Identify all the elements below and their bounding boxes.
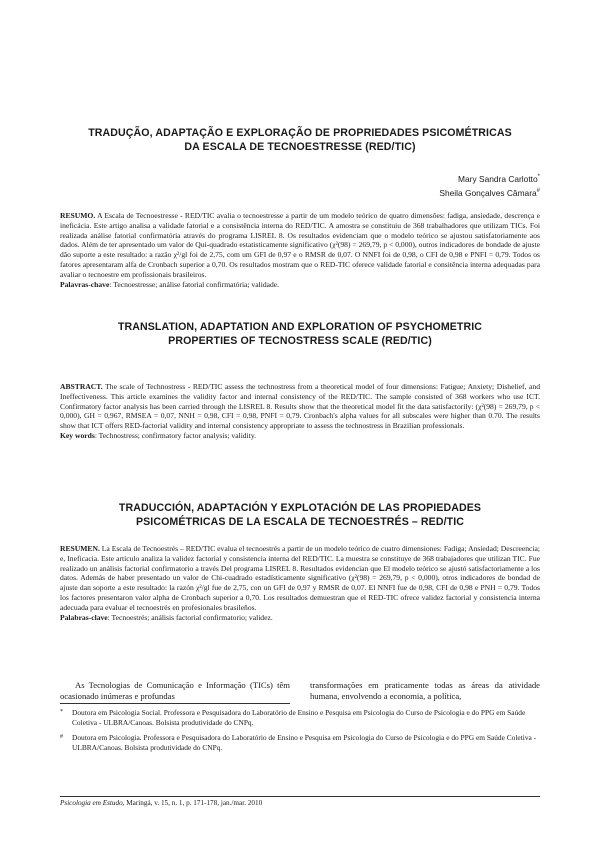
footnote-2 [60,733,540,752]
journal-name: Psicologia em Estudo [60,799,123,807]
portuguese-abstract-text: A Escala de Tecnoestresse - RED/TIC avalia o tecnoestresse a partir de um modelo teórico de quatro dimensões: fadiga, ansiedade, descrença e ineficácia. Este artigo analisa a validade fatorial e a consistência interna do RED/TIC. A amostra se constituiu de 368 trabalhadores que utilizam TICs. Foi realizada análise fatorial confirmatória através do programa LISREL 8. Os resultados evidenciam que o modelo teórico se ajustou satisfatoriamente aos dados. Além de ter apresentado um valor de Qui-quadrado estatisticamente significativo (χ²(98) = 269,79, p < 0,000), outros indicadores de bondade de ajuste dão suporte a este resultado: a razão χ²/gl foi de 2,75, com um GFI de 0,97 e o RMSR de 0,07. O NNFI foi de 0,98, o CFI de 0,98 e PNFI = 0,79. Todos os fatores apresentaram alfa de Cronbach superior a 0,70. Os resultados mostram que o RED-TIC oferece validade fatorial e consitência interna adequadas para avaliar o tecnoestre em profissionais brasileiros. [60,211,541,279]
english-abstract-label: ABSTRACT. [60,382,103,391]
portuguese-keywords: Palavras-chave: Tecnoestresse; análise fatorial confirmatória; validade. [60,279,280,289]
portuguese-abstract-label: RESUMO. [60,211,96,220]
english-abstract [60,382,540,441]
footnote-2-mark: # [60,734,63,740]
author-1: Mary Sandra Carlotto* [458,173,540,184]
english-title [60,321,540,348]
portuguese-title-line-2: DA ESCALA DE TECNOESTRESSE (RED/TIC) [184,140,416,153]
body-text [60,680,540,702]
english-abstract-text: The scale of Technostress - RED/TIC assess the technostress from a theoretical model of four dimensions: Fatigue; Anxiety; Dishelief, and Ineffectiveness. This article examines the validity factor and internal consistency of the RED/TIC. The sample consisted of 368 workers who use ICT. Confirmatory factor analysis has been carried through the LISREL 8. Results show that the theoretical model fit the data satisfactorily: (χ²(98) = 269,79, p < 0,000), GH = 0,967, RMSEA = 0,07, NNH = 0,98, CFI = 0,98, PNFI = 0,79. Cronbach's alpha values for all subscales were higher than 0.70. The results show that ICT offers RED-factorial validity and internal consistency appropriate to assess the technostress in Brazilian professionals. [60,382,541,431]
author-list [439,171,540,199]
portuguese-title [60,127,540,154]
spanish-title-line-2: PSICOMÉTRICAS DE LA ESCALA DE TECNOESTRÉS – RED/TIC [135,515,465,528]
footer-divider [60,796,540,797]
spanish-keywords: Palabras-clave: Tecnoestrés; análisis factorial confirmatorio; validez. [60,612,273,622]
author-2: Sheila Gonçalves Câmara# [439,187,540,198]
footnote-2-text: Doutora em Psicologia. Professora e Pesquisadora do Laboratório de Ensino e Pesquisa em Psicologia do Curso de Psicologia e do PPG em Saúde Coletiva - ULBRA/Canoas. Bolsista produtividade do CNPq. [72,733,537,752]
author-1-footnote-mark[interactable]: * [537,174,540,180]
spanish-title [60,502,540,529]
footnote-1 [60,708,540,727]
page-footer [60,799,262,807]
english-keywords: Key words: Technostress; confirmatory factor analysis; validity. [60,430,257,440]
author-2-footnote-mark[interactable]: # [536,187,540,194]
english-title-line-1: TRANSLATION, ADAPTATION AND EXPLORATION OF PSYCHOMETRIC [117,321,483,333]
footnote-1-text: Doutora em Psicologia Social. Professora e Pesquisadora do Laboratório de Ensino e Pesquisa em Psicologia do Curso de Psicologia e do PPG em Saúde Coletiva - ULBRA/Canoas. Bolsista produtividade do CNPq. [72,708,526,727]
spanish-abstract [60,544,540,622]
footnote-1-mark: * [60,709,63,715]
portuguese-title-line-1: TRADUÇÃO, ADAPTAÇÃO E EXPLORAÇÃO DE PROPRIEDADES PSICOMÉTRICAS [88,127,512,139]
spanish-title-line-1: TRADUCCIÓN, ADAPTACIÓN Y EXPLOTACIÓN DE LAS PROPIEDADES [118,502,482,514]
spanish-abstract-label: RESUMEN. [60,544,100,553]
body-column-right: transformações em praticamente todas as áreas da atividade humana, envolvendo a economia, a política, [310,680,540,701]
footnote-divider [60,703,290,704]
spanish-abstract-text: La Escala de Tecnoestrés – RED/TIC evalua el tecnoestrés a partir de un modelo teórico de cuatro dimensiones: Fadiga; Ansiedad; Descreencia; e, Ineficacia. Este artículo analiza la validez factorial y consistencia interna del RED/TIC. La muestra se constituye de 368 trabajadores que utilizan TIC. Fue realizado un análisis factorial confirmatorio a través Del programa LISREL 8. Resultados evidencian que El modelo teórico se ajustó satisfactoriamente a los datos. Además de haber presentado un valor de Chi-cuadrado estadísticamente significativo (χ²(98) = 269,79, p < 0,000), otros indicadores de bondad de ajuste dan soporte a este resultado: la razón χ²/gl fue de 2,75, con un GFI de 0,97 y RMSR de 0,07. El NNFI fue de 0,98, CFI de 0,98 e PNH = 0,79. Todos los factores presentaron valor alpha de Cronbach superior a 0,70. Los resultados demuestran que el RED-TIC ofrece validez factorial y consistencia interna adecuada para evaluar el tecnoestrés en profesionales brasileños. [60,544,540,612]
body-column-left: As Tecnologias de Comunicação e Informação (TICs) têm ocasionado inúmeras e profundas [60,680,290,701]
english-title-line-2: PROPERTIES OF TECNOSTRESS SCALE (RED/TIC) [168,334,432,347]
portuguese-abstract [60,211,540,289]
journal-citation: , Maringá, v. 15, n. 1, p. 171-178, jan./mar. 2010 [122,799,263,807]
footnotes [60,708,540,758]
